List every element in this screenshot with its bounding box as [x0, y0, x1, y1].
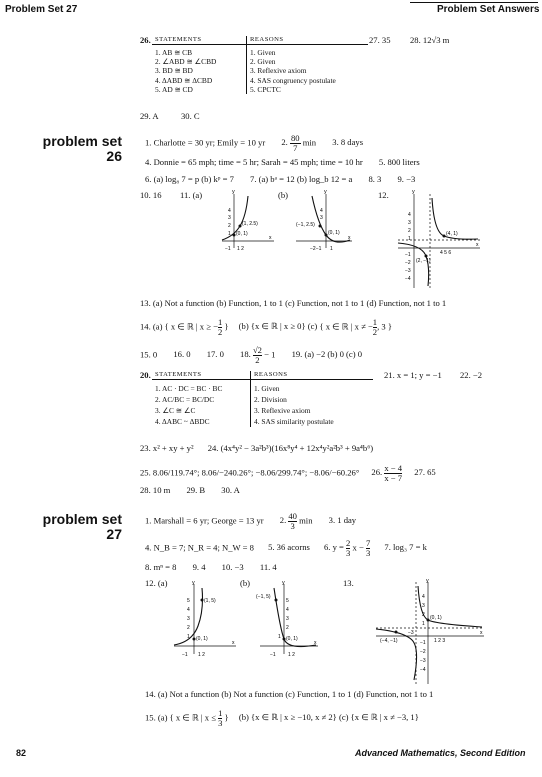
answer-23: 23. x² + xy + y² [140, 443, 194, 453]
statement: 1. AB ≅ CB [155, 48, 192, 57]
point-label: (2, −1) [416, 258, 431, 264]
axis-label: y [412, 189, 415, 195]
graph-11a [220, 188, 276, 258]
answer-28: 28. 10 m [140, 485, 171, 495]
numerator: 80 [290, 133, 300, 143]
answer-30: 30. A [221, 485, 240, 495]
tick-label: 1 [408, 236, 411, 242]
answer-26-num: 26. [371, 467, 383, 478]
axis-label: x [348, 235, 351, 241]
answer-4: 4. N_B = 7; N_R = 4; N_W = 8 [145, 542, 254, 553]
axis-label: x [232, 640, 235, 646]
tick-label: 3 [228, 215, 231, 221]
answer-21: 21. x = 1; y = −1 [384, 370, 442, 380]
answer-18-rest: − 1 [264, 349, 276, 360]
answer-6: 6. (a) log₈ 7 = p (b) kᵖ = 7 [145, 174, 234, 184]
point-label: (0, 1) [286, 636, 298, 642]
answer-8: 8. mⁿ = 8 [145, 562, 177, 572]
answer-10: 10. −3 [221, 562, 244, 572]
answer-14b: (b) {x ∈ ℝ | x ≥ 0} (c) [238, 321, 318, 332]
graph-12 [388, 188, 484, 292]
answer-11: 11. 4 [259, 562, 277, 572]
answer-12-label: 12. [378, 190, 389, 200]
tick-label: 4 [286, 607, 289, 613]
reason: 3. Reflexive axiom [254, 406, 311, 415]
tick-label: 4 5 6 [440, 250, 452, 256]
problem-set-number: 26 [106, 148, 122, 164]
numerator: 1 [372, 317, 378, 327]
axis-label: y [232, 189, 235, 195]
statement: 4. ΔABC ~ ΔBDC [155, 417, 210, 426]
numerator: 40 [288, 511, 297, 521]
answer-11a-label: 11. (a) [180, 190, 203, 200]
point-label: (0, 1) [328, 230, 340, 236]
tick-label: 4 [228, 208, 231, 214]
problem-set-27-label [20, 512, 122, 542]
reason: 2. Given [250, 57, 276, 67]
answer-1: 1. Marshall = 6 yr; George = 13 yr [145, 515, 264, 526]
tick-label: 1 2 [237, 246, 244, 252]
answer-2-num: 2. [279, 515, 287, 526]
tick-label: 1 2 3 [434, 638, 446, 644]
point-label: (1, 5) [204, 598, 216, 604]
answer-9: 9. −3 [397, 174, 416, 184]
tick-label: −3 [420, 658, 426, 664]
answer-13: 13. (a) Not a function (b) Function, 1 to 1 (c) Function, not 1 to 1 (d) Function, not 1 to 1 [140, 298, 447, 308]
answer-12b-label: (b) [240, 578, 251, 588]
point-label: (−1, 2.5) [296, 222, 315, 228]
tick-label: 1 2 [198, 652, 205, 658]
point-label: (0, 1) [430, 615, 442, 621]
tick-label: −4 [405, 276, 411, 282]
reasons-header: REASONS [251, 371, 374, 380]
answer-5: 5. 800 liters [378, 157, 420, 167]
answer-19: 19. (a) −2 (b) 0 (c) 0 [291, 349, 363, 360]
answer-30: 30. C [181, 111, 200, 121]
point-label: (1, 2.5) [242, 221, 258, 227]
tick-label: −1 [182, 652, 188, 658]
problem-set-label-text: problem set [42, 133, 122, 149]
tick-label: 4 [320, 208, 323, 214]
answer-1: 1. Charlotte = 30 yr; Emily = 10 yr [145, 137, 266, 148]
answer-12a-label: 12. (a) [145, 578, 168, 588]
answer-28: 28. 12√3 m [410, 35, 450, 45]
fraction [288, 512, 297, 531]
graph-13 [368, 576, 486, 688]
tick-label: 4 [408, 212, 411, 218]
ps26-line-28 [140, 485, 240, 495]
answer-18-num: 18. [240, 349, 251, 360]
problem-set-label-text: problem set [42, 511, 122, 527]
tick-label: 2 [422, 612, 425, 618]
axis-label: x [314, 640, 317, 646]
denominator: 3 [290, 521, 295, 531]
tick-label: 1 [228, 231, 231, 237]
ps26-line-1 [145, 134, 363, 153]
graph-12b [254, 578, 320, 664]
problem-set-26-label [20, 134, 122, 164]
answer-5: 5. 36 acorns [268, 542, 310, 553]
reason: 1. Given [254, 384, 280, 393]
answer-22: 22. −2 [460, 370, 483, 380]
unit: min [302, 137, 317, 148]
point [275, 599, 278, 602]
answer-15a-label: 15. (a) [145, 712, 168, 723]
tick-label: 3 [320, 215, 323, 221]
ps27-line-15 [145, 709, 419, 728]
answer-14a-label: 14. (a) [140, 321, 163, 332]
denominator: 2 [372, 327, 378, 337]
point-label: (0, 1) [236, 231, 248, 237]
statement: 3. BD ≅ BD [155, 66, 193, 76]
fraction [218, 709, 222, 728]
statement: 1. AC · DC = BC · BC [155, 384, 223, 393]
answer-8: 8. 3 [368, 174, 382, 184]
ps27-line-1 [145, 512, 356, 531]
axis-label: x [269, 235, 272, 241]
tick-label: 2 [187, 625, 190, 631]
tick-label: 2 [286, 625, 289, 631]
reason: 1. Given [250, 48, 276, 57]
tick-label: 1 [422, 621, 425, 627]
tick-label: −2−1 [310, 246, 322, 252]
tick-label: 5 [187, 598, 190, 604]
set-notation-end: , 3 } [377, 321, 392, 332]
proof-table-20 [152, 371, 373, 427]
tick-label: 1 [330, 246, 333, 252]
answer-25: 25. 8.06/119.74°; 8.06/−240.26°; −8.06/299.74°; −8.06/−60.26° [140, 467, 360, 478]
page-number: 82 [16, 748, 27, 758]
answer-15bc: (b) {x ∈ ℝ | x ≥ −10, x ≠ 2} (c) {x ∈ ℝ | x ≠ −3, 1} [238, 712, 419, 723]
tick-label: −1 [405, 252, 411, 258]
tick-label: −3 [408, 630, 414, 636]
problem-20-number: 20. [140, 370, 151, 380]
tick-label: 4 [187, 607, 190, 613]
problem-26-number: 26. [140, 35, 151, 45]
fraction [253, 346, 262, 365]
reason: 2. Division [254, 395, 287, 404]
brace: } [224, 712, 229, 723]
set-notation: { x ∈ ℝ | x ≤ [169, 712, 216, 723]
fraction [346, 539, 350, 558]
answer-6: 6. y = [324, 542, 344, 553]
problem-set-number: 27 [106, 526, 122, 542]
hyperbola-branch [398, 243, 429, 286]
tick-label: −1 [270, 652, 276, 658]
answer-27: 27. 65 [414, 467, 436, 478]
hyperbola-branch [376, 629, 417, 680]
point-label: (−4, −1) [380, 638, 398, 644]
statement: 5. AD ≅ CD [155, 84, 193, 94]
answer-7: 7. (a) bᵃ = 12 (b) log_b 12 = a [250, 174, 353, 184]
tick-label: 3 [286, 616, 289, 622]
ps26-line-3 [145, 174, 415, 184]
expression: x − [352, 542, 364, 553]
answer-17: 17. 0 [206, 349, 224, 360]
statement: 2. AC/BC = BC/DC [155, 395, 215, 404]
tick-label: −2 [420, 649, 426, 655]
graph-12a [170, 578, 238, 664]
tick-label: 3 [187, 616, 190, 622]
ps26-line-2 [145, 157, 420, 167]
unit: min [299, 515, 313, 526]
axis-label: y [426, 578, 429, 584]
running-header-right: Problem Set Answers [437, 4, 540, 15]
axis-label: y [192, 580, 195, 586]
ps26-line-14 [140, 318, 392, 337]
axis-label: y [324, 189, 327, 195]
tick-label: 1 2 [288, 652, 295, 658]
axis-label: x [480, 630, 483, 636]
tick-label: 2 [408, 228, 411, 234]
fraction [218, 318, 222, 337]
reason: 4. SAS similarity postulate [254, 417, 334, 426]
tick-label: 3 [408, 220, 411, 226]
answer-27: 27. 35 [369, 35, 391, 45]
fraction [290, 134, 301, 153]
ps26-line-23 [140, 443, 373, 453]
answer-29: 29. B [186, 485, 206, 495]
tick-label: 2 [228, 223, 231, 229]
tick-label: 5 [286, 598, 289, 604]
reasons-header: REASONS [247, 36, 369, 45]
statement: 2. ∠ABD ≅ ∠CBD [155, 57, 217, 67]
answer-4: 4. Donnie = 65 mph; time = 5 hr; Sarah = 45 mph; time = 10 hr [145, 157, 363, 167]
tick-label: −2 [405, 260, 411, 266]
set-notation: { x ∈ ℝ | x ≥ − [164, 321, 218, 332]
answer-24: 24. (4x⁴y² − 3a²b³)(16x⁸y⁴ + 12x⁴y²a²b³ + 9a⁴b⁶) [207, 443, 374, 453]
fraction [366, 539, 370, 558]
tick-label: 1 [187, 634, 190, 640]
answer-16: 16. 0 [173, 349, 191, 360]
tick-label: −3 [405, 268, 411, 274]
numerator: 1 [218, 708, 223, 718]
axis-label: x [476, 242, 479, 248]
running-header-left: Problem Set 27 [5, 4, 78, 15]
proof-table-26 [152, 36, 368, 94]
numerator: √2 [252, 345, 262, 355]
answer-7: 7. log₃ 7 = k [384, 542, 427, 553]
ps27-line-4 [145, 539, 427, 558]
ps26-line-15 [140, 346, 362, 365]
statement: 3. ∠C ≅ ∠C [155, 406, 196, 415]
fraction [384, 464, 402, 483]
tick-label: 3 [422, 603, 425, 609]
answer-10: 10. 16 [140, 190, 162, 200]
statements-header: STATEMENTS [152, 371, 251, 380]
tick-label: −1 [225, 246, 231, 252]
point-label: (0, 1) [196, 636, 208, 642]
point [319, 225, 322, 228]
denominator: 3 [346, 548, 351, 558]
numerator: 2 [346, 538, 351, 548]
tick-label: −4 [420, 667, 426, 673]
point [395, 631, 398, 634]
tick-label: −1 [420, 640, 426, 646]
reason: 4. SAS congruency postulate [250, 75, 336, 85]
answer-3: 3. 8 days [332, 137, 364, 148]
graph-11b [292, 188, 354, 258]
axis-label: y [282, 580, 285, 586]
denominator: x − 7 [384, 473, 403, 483]
header-rule [410, 2, 538, 3]
statement: 4. ΔABD ≅ ΔCBD [155, 75, 213, 85]
denominator: 3 [218, 718, 223, 728]
ps27-line-8 [145, 562, 277, 572]
numerator: 7 [365, 538, 371, 548]
denominator: 2 [255, 355, 260, 365]
tick-label: 4 [422, 594, 425, 600]
answer-2-num: 2. [281, 137, 288, 148]
answer-15: 15. 0 [140, 349, 158, 360]
answer-9: 9. 4 [192, 562, 206, 572]
answer-13-label: 13. [343, 578, 354, 588]
denominator: 7 [293, 143, 298, 153]
denominator: 2 [217, 327, 223, 337]
statements-header: STATEMENTS [152, 36, 247, 45]
reason: 5. CPCTC [250, 84, 281, 94]
answer-29: 29. A [140, 111, 159, 121]
set-notation: { x ∈ ℝ | x ≠ − [319, 321, 373, 332]
answer-14: 14. (a) Not a function (b) Not a function (c) Function, 1 to 1 (d) Function, not 1 to 1 [145, 689, 434, 699]
book-title: Advanced Mathematics, Second Edition [355, 748, 526, 758]
answer-11b-label: (b) [278, 190, 289, 200]
ps26-line-25 [140, 464, 436, 483]
answer-3: 3. 1 day [328, 515, 357, 526]
numerator: x − 4 [384, 463, 403, 473]
reason: 3. Reflexive axiom [250, 66, 307, 76]
tick-label: 1 [278, 634, 281, 640]
numerator: 1 [217, 317, 223, 327]
point-label: (−1, 5) [256, 594, 271, 600]
point-label: (4, 1) [446, 231, 458, 237]
brace: } [224, 321, 229, 332]
denominator: 3 [365, 548, 371, 558]
